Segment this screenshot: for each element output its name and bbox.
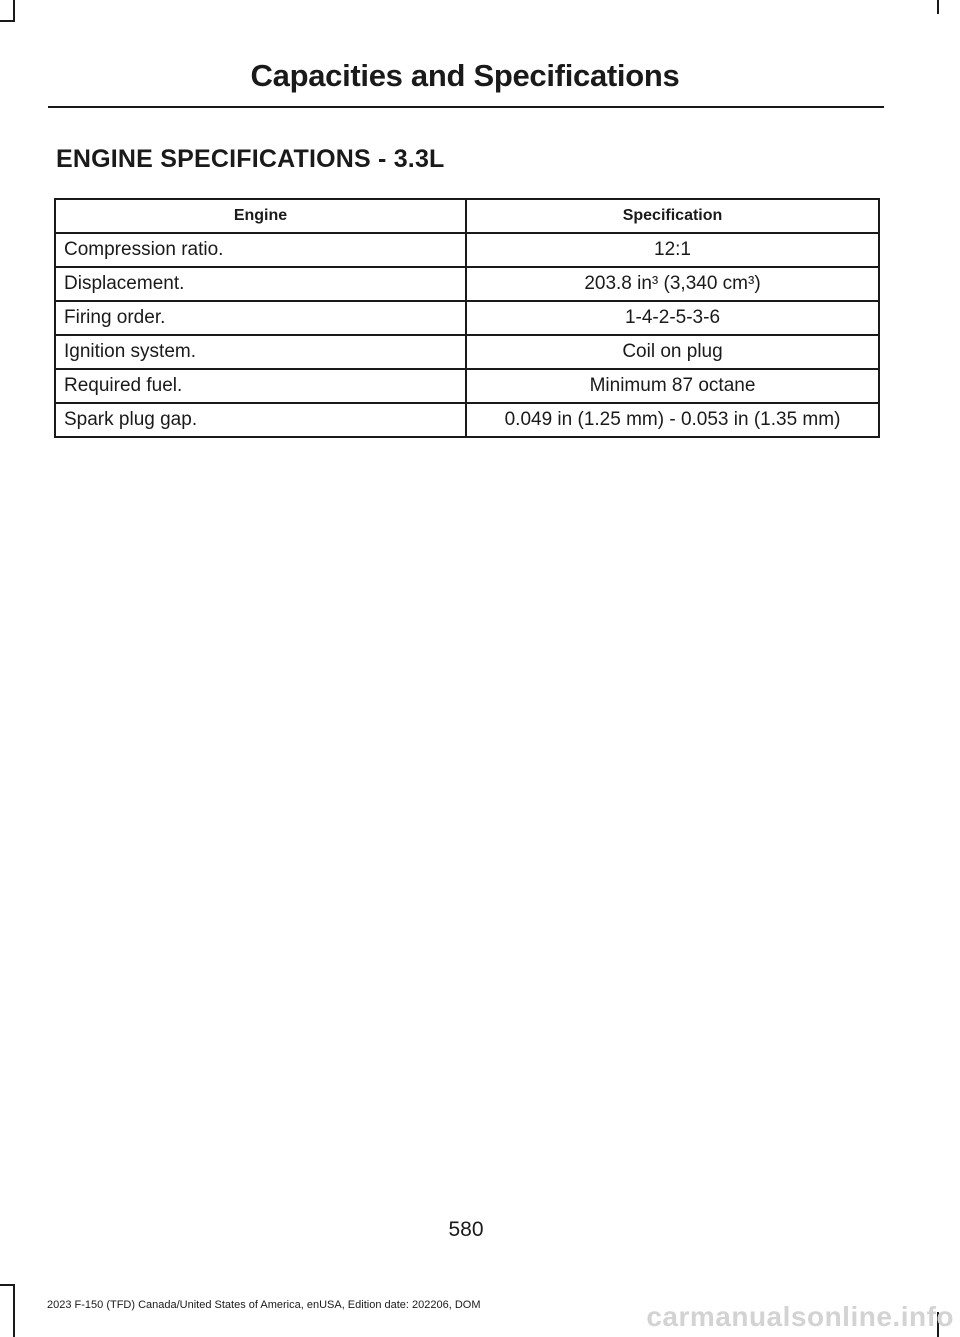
edition-footer: 2023 F-150 (TFD) Canada/United States of America, enUSA, Edition date: 202206, DOM [47, 1299, 481, 1311]
page-number: 580 [448, 1218, 484, 1241]
table-cell-specification: 203.8 in³ (3,340 cm³) [466, 267, 879, 301]
table-row [55, 233, 879, 267]
table-row [55, 267, 879, 301]
crop-mark-bottom-left-horizontal [0, 1284, 15, 1286]
crop-mark-top-left-vertical [13, 0, 15, 22]
crop-mark-bottom-left-vertical [13, 1284, 15, 1337]
table-cell-engine: Firing order. [55, 301, 466, 335]
section-title: ENGINE SPECIFICATIONS - 3.3L [56, 145, 445, 173]
watermark-link[interactable]: carmanualsonline.info [646, 1301, 954, 1332]
column-header-specification: Specification [466, 199, 879, 233]
column-header-engine: Engine [55, 199, 466, 233]
table-cell-specification: 12:1 [466, 233, 879, 267]
table-row [55, 301, 879, 335]
table-cell-specification: 0.049 in (1.25 mm) - 0.053 in (1.35 mm) [466, 403, 879, 437]
table-cell-engine: Displacement. [55, 267, 466, 301]
table-row [55, 369, 879, 403]
crop-mark-top-right [937, 0, 939, 14]
table-cell-specification: Coil on plug [466, 335, 879, 369]
table-cell-specification: 1-4-2-5-3-6 [466, 301, 879, 335]
table-row [55, 403, 879, 437]
header-divider [48, 106, 884, 108]
table-row [55, 335, 879, 369]
crop-mark-top-left-horizontal [0, 20, 15, 22]
table-header-row [55, 199, 879, 233]
table-cell-specification: Minimum 87 octane [466, 369, 879, 403]
running-title: Capacities and Specifications [250, 58, 680, 93]
table-cell-engine: Ignition system. [55, 335, 466, 369]
table-cell-engine: Spark plug gap. [55, 403, 466, 437]
table-cell-engine: Compression ratio. [55, 233, 466, 267]
table-cell-engine: Required fuel. [55, 369, 466, 403]
engine-spec-table [54, 198, 880, 438]
